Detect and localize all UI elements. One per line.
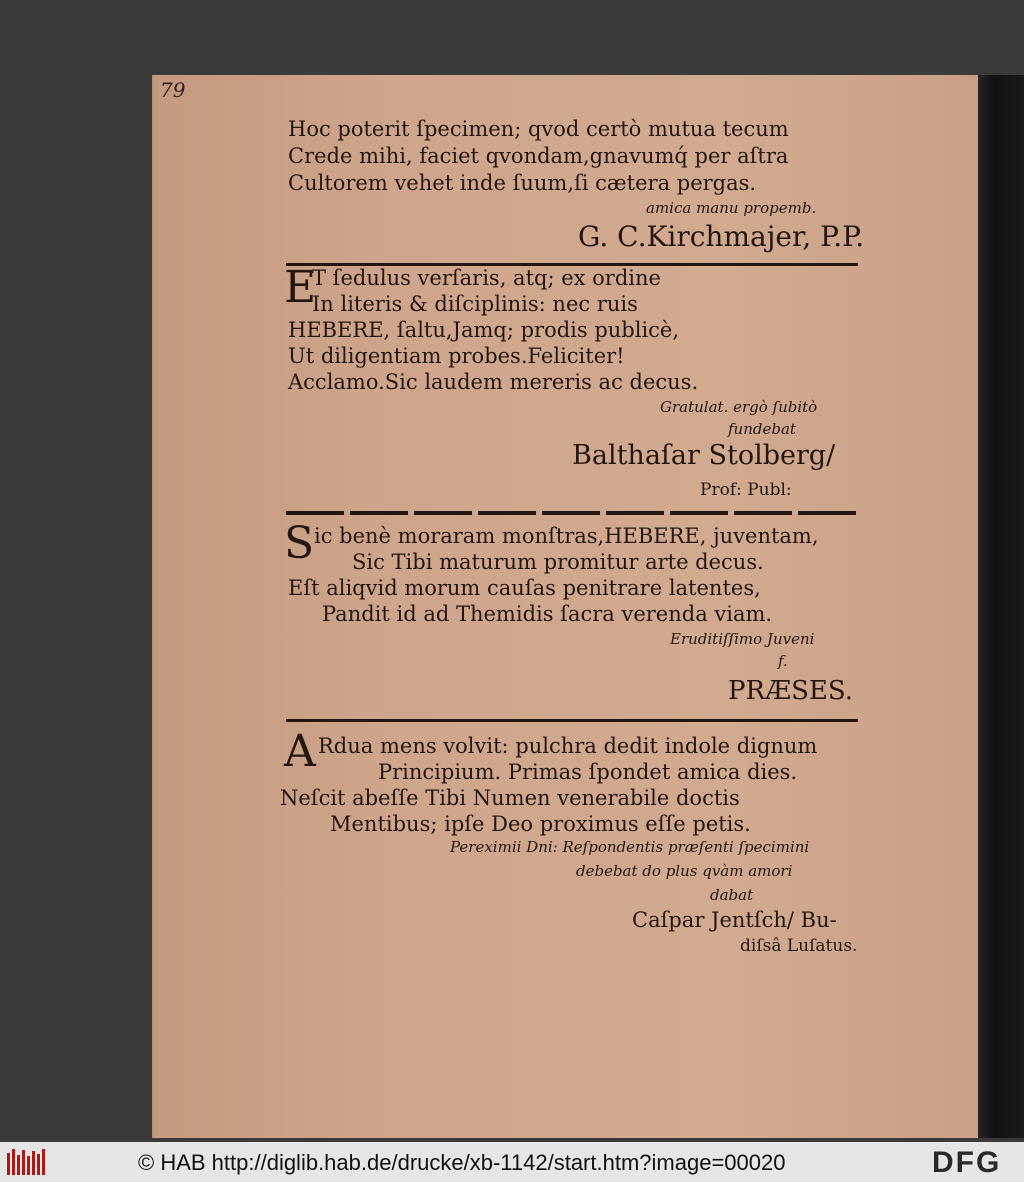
poem1-line2: Crede mihi, faciet qvondam,gnavumq́ per aſtra	[288, 144, 789, 168]
poem1-note: amica manu propemb.	[646, 199, 817, 217]
poem2-line3: HEBERE, ſaltu,Jamq; prodis publicè,	[288, 318, 680, 342]
poem2-line4: Ut diligentiam probes.Feliciter!	[288, 344, 625, 368]
dfg-logo: DFG	[932, 1146, 1002, 1179]
drop-cap-a: A	[284, 726, 316, 777]
poem3-note1: Eruditiſſimo Juveni	[670, 630, 815, 648]
separator-rule-2	[286, 719, 858, 722]
poem3-signature: PRÆSES.	[728, 676, 854, 706]
poem2-title: Prof: Publ:	[700, 480, 792, 500]
poem1-signature: G. C.Kirchmajer, P.P.	[578, 220, 865, 253]
poem2-note1: Gratulat. ergò ſubitò	[660, 398, 818, 416]
viewer-footer	[0, 1142, 1024, 1182]
poem4-line3: Neſcit abeſſe Tibi Numen venerabile doctis	[280, 786, 740, 810]
poem2-note2: fundebat	[728, 420, 796, 438]
poem4-line1: Rdua mens volvit: pulchra dedit indole dignum	[318, 734, 818, 758]
poem1-line1: Hoc poterit ſpecimen; qvod certò mutua tecum	[288, 117, 789, 141]
copyright-url[interactable]: © HAB http://diglib.hab.de/drucke/xb-1142/start.htm?image=00020	[138, 1150, 786, 1175]
poem4-signature1: Caſpar Jentſch/ Bu-	[632, 908, 837, 932]
hab-logo-icon	[6, 1147, 48, 1177]
poem3-note2: f.	[778, 652, 788, 670]
poem3-line4: Pandit id ad Themidis ſacra verenda viam.	[322, 602, 773, 626]
poem2-line2: In literis & diſciplinis: nec ruis	[312, 292, 638, 316]
poem3-line2: Sic Tibi maturum promitur arte decus.	[352, 550, 764, 574]
dashed-separator	[286, 511, 858, 515]
book-spine	[974, 75, 1024, 1138]
poem2-line5: Acclamo.Sic laudem mereris ac decus.	[288, 370, 699, 394]
poem1-line3: Cultorem vehet inde ſuum,ſi cætera pergas.	[288, 171, 757, 195]
poem3-line1: ic benè moraram monſtras,HEBERE, juventam,	[314, 524, 819, 548]
poem4-note3: dabat	[710, 886, 754, 904]
poem4-line4: Mentibus; ipſe Deo proximus eſſe petis.	[330, 812, 751, 836]
poem2-signature: Balthaſar Stolberg/	[572, 440, 836, 471]
poem4-note2: debebat do plus qvàm amori	[576, 862, 793, 880]
page-number: 79	[160, 78, 186, 102]
poem4-line2: Principium. Primas ſpondet amica dies.	[378, 760, 798, 784]
drop-cap-e: E	[284, 262, 317, 313]
poem2-line1: T ſedulus verſaris, atq; ex ordine	[312, 266, 661, 290]
poem3-line3: Eſt aliqvid morum cauſas penitrare latentes,	[288, 576, 761, 600]
poem4-note1: Pereximii Dni: Reſpondentis præſenti ſpecimini	[450, 838, 810, 856]
bleed-through	[300, 205, 306, 229]
poem4-signature2: diſsâ Luſatus.	[740, 936, 858, 956]
drop-cap-s: S	[284, 518, 315, 569]
